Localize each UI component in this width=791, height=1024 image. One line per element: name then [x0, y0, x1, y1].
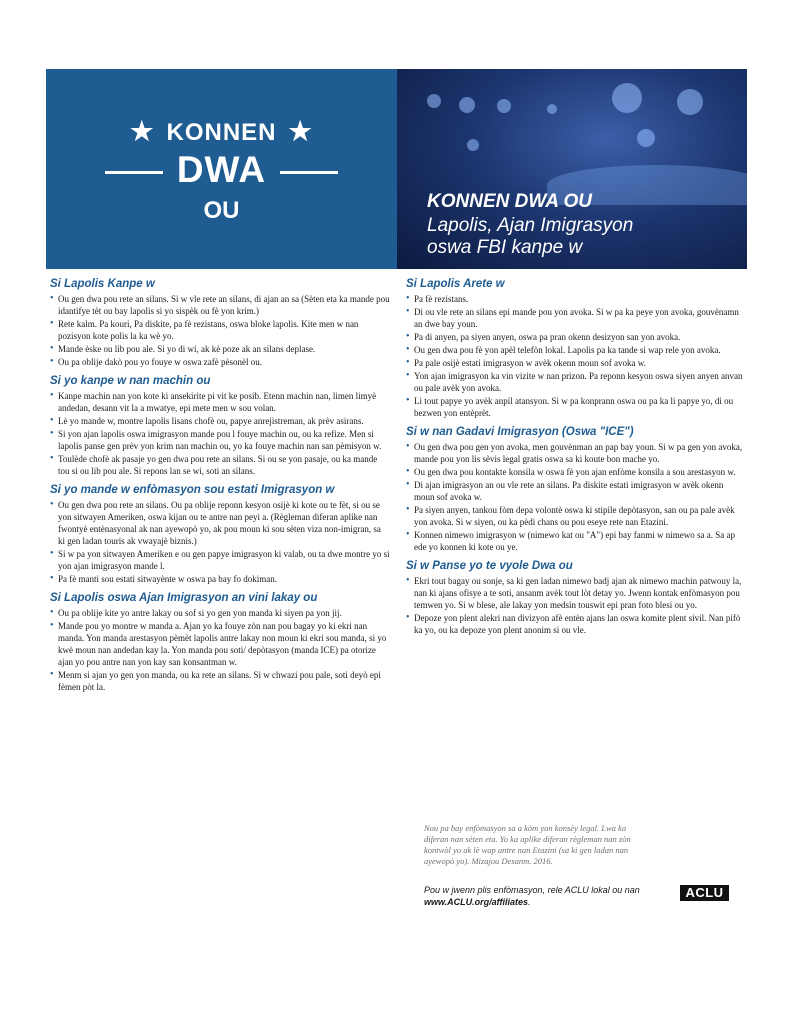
- list-item: • Depoze yon plent alekri nan divizyon afè entèn ajans lan oswa komite plent sivil. Nan pifò ka yo, ou ka depoze yon plent anonim si ou vle.: [406, 612, 746, 636]
- section-title: Si Lapolis oswa Ajan Imigrasyon an vini lakay ou: [50, 592, 318, 604]
- list-item: • Pa siyen anyen, tankou fòm depa volontè oswa ki stipile depòtasyon, san ou pa pale avèk yon avoka. Si w siyen, ou ka pèdi chans ou pou eseye rete nan Etazini.: [406, 504, 746, 528]
- affiliates-link[interactable]: www.ACLU.org/affiliates: [424, 897, 529, 907]
- list-item: • Pa fè manti sou estati sitwayènte w oswa pa bay fo dokiman.: [50, 573, 390, 585]
- list-item: • Pa pale osijè estati imigrasyon w avèk okenn moun sof avoka w.: [406, 357, 746, 369]
- banner-word-ou: OU: [203, 197, 240, 224]
- list-item: • Si w pa yon sitwayen Ameriken e ou gen papye imigrasyon ki valab, ou ta dwe montre yo si yon ajan imigrasyon mande l.: [50, 548, 390, 572]
- list-item: • Menm si ajan yo gen yon manda, ou ka rete an silans. Si w chwazi pou pale, soti deyò epi fèmen pòt la.: [50, 669, 390, 693]
- banner-row-dwa: [46, 149, 397, 191]
- list-item: • Ou pa oblije dakò pou yo fouye w oswa zafè pèsonèl ou.: [50, 356, 390, 368]
- section-title: Si w Panse yo te vyole Dwa ou: [406, 560, 573, 572]
- section-list: [406, 293, 746, 419]
- list-item: • Di ou vle rete an silans epi mande pou yon avoka. Si w pa ka peye yon avoka, gouvènamn an dwe bay youn.: [406, 306, 746, 330]
- list-item: • Konnen nimewo imigrasyon w (nimewo kat ou "A") epi bay fanmi w nimewo sa a. Sa ap ede yo konnen ki kote ou ye.: [406, 529, 746, 553]
- bokeh-light: [459, 97, 475, 113]
- list-item: • Ekri tout bagay ou sonje, sa ki gen ladan nimewo badj ajan ak nimewo machin patwouy la, nan ki ajans ofisye a te soti, ansanm avèk tout lòt detay yo. Jwenn kontak enfòmasyon pou temwen yo. Si w blese, ale lakay yon medsin touswit epi pran foto blesi ou yo.: [406, 575, 746, 611]
- list-item: • Ou gen dwa pou rete an silans. Ou pa oblije reponn kesyon osijè ki kote ou te fèt, si ou se yon sitwayen Ameriken, oswa kijan ou te antre nan peyi a. (Règleman diferan aplike nan fwontyè entènasyonal ak nan ayewopò yo, ak pou moun ki sou sèten viza non-imigran, sa ki gen ladan touris ak vwayajè biznis.): [50, 499, 390, 547]
- list-item: • Ou gen dwa pou kontakte konsila w oswa fè yon ajan enfòme konsila a sou arestasyon w.: [406, 466, 746, 478]
- list-item: • Di ajan imigrasyon an ou vle rete an silans. Pa diskite estati imigrasyon w avèk okenn moun sof avoka w.: [406, 479, 746, 503]
- list-item: • Yon ajan imigrasyon ka vin vizite w nan prizon. Pa reponn kesyon oswa siyen anyen anvan ou pale avèk yon avoka.: [406, 370, 746, 394]
- bokeh-light: [677, 89, 703, 115]
- list-item: • Kanpe machin nan yon kote ki ansekirite pi vit ke posib. Etenn machin nan, limen limyè andedan, desann vit la a mwatye, epi mete men w sou volan.: [50, 390, 390, 414]
- section-list: [50, 293, 390, 368]
- section-title: Si yo kanpe w nan machin ou: [50, 375, 211, 387]
- list-item: • Ou gen dwa pou fè yon apèl telefòn lokal. Lapolis pa ka tande si wap rele yon avoka.: [406, 344, 746, 356]
- banner-photo-subtitle: [427, 215, 727, 259]
- bokeh-light: [547, 104, 557, 114]
- list-item: • Ou gen dwa pou gen yon avoka, men gouvènman an pap bay youn. Si w pa gen yon avoka, mande pou yon lis sèvis legal gratis oswa sa ki koute bon mache yo.: [406, 441, 746, 465]
- more-info-prefix: Pou w jwenn plis enfòmasyon, rele ACLU lokal ou nan: [424, 885, 640, 895]
- star-icon: ★: [288, 116, 313, 146]
- more-info-suffix: .: [528, 897, 531, 907]
- banner-photo-title: KONNEN DWA OU: [427, 191, 593, 212]
- list-item: • Lè yo mande w, montre lapolis lisans chofè ou, papye anrejistreman, ak prèv asirans.: [50, 415, 390, 427]
- list-item: • Ou gen dwa pou rete an silans. Si w vle rete an silans, di ajan an sa (Sèten eta ka mande pou idantifye tèt ou bay lapolis si yo sispèk ou fè yon krim.): [50, 293, 390, 317]
- bokeh-light: [612, 83, 642, 113]
- list-item: • Toulède chofè ak pasaje yo gen dwa pou rete an silans. Si ou se yon pasaje, ou ka mande tou si ou lib pou ale. Si repons lan se wi, soti an silans.: [50, 453, 390, 477]
- list-item: • Li tout papye yo avèk anpil atansyon. Si w pa konprann oswa ou pa ka li papye yo, di ou bezwen yon entèprèt.: [406, 395, 746, 419]
- bokeh-light: [637, 129, 655, 147]
- banner-subtitle-line: oswa FBI kanpe w: [427, 237, 583, 258]
- divider-bar: [105, 171, 163, 174]
- aclu-logo: ACLU: [680, 885, 729, 901]
- list-item: • Rete kalm. Pa kouri, Pa diskite, pa fè rezistans, oswa bloke lapolis. Kite men w nan pozisyon kote polis la ka wè yo.: [50, 318, 390, 342]
- bokeh-light: [467, 139, 479, 151]
- list-item: • Ou pa oblije kite yo antre lakay ou sof si yo gen yon manda ki siyen pa yon jij.: [50, 607, 390, 619]
- banner-word-dwa: DWA: [176, 149, 267, 190]
- list-item: • Si yon ajan lapolis oswa imigrasyon mande pou l fouye machin ou, ou ka refize. Men si lapolis panse gen prèv yon krim nan machin ou, yo ka fouye machin nan san pèmisyon w.: [50, 428, 390, 452]
- legal-disclaimer: Nou pa bay enfòmasyon sa a kòm yon konsèy legal. Lwa ka diferan nan sèten eta. Yo ka aplike diferan règleman nan zòn kontwòl yo ak lè wap antre nan Etazini (sa ki gen ladan nan ayewopò yo). Mizajou Desanm. 2016.: [424, 823, 631, 866]
- left-column: [50, 278, 390, 700]
- section-list: [50, 499, 390, 585]
- banner-subtitle-line: Lapolis, Ajan Imigrasyon: [427, 215, 634, 236]
- banner-photo-block: [397, 69, 747, 269]
- list-item: • Mande pou yo montre w manda a. Ajan yo ka fouye zòn nan pou bagay yo ki ekri nan manda. Yon manda arestasyon pèmèt lapolis antre lakay non moun ki ekri sou manda, si yo kwè moun nan andedan kay la. Yon manda pou soti/ depòtasyon (manda ICE) pa otorize ajan yo pou antre nan yon kay san konsantman w.: [50, 620, 390, 668]
- section-list: [406, 575, 746, 636]
- section-list: [406, 441, 746, 553]
- bokeh-light: [427, 94, 441, 108]
- right-column: [406, 278, 746, 643]
- star-icon: ★: [130, 116, 155, 146]
- section-title: Si Lapolis Kanpe w: [50, 278, 155, 290]
- more-info-text: [424, 884, 664, 908]
- section-title: Si w nan Gadavi Imigrasyon (Oswa "ICE"): [406, 426, 634, 438]
- banner-title-block: [46, 69, 397, 269]
- section-title: Si Lapolis Arete w: [406, 278, 505, 290]
- bokeh-light: [497, 99, 511, 113]
- list-item: • Pa fè rezistans.: [406, 293, 746, 305]
- list-item: • Mande èske ou lib pou ale. Si yo di wi, ak kè poze ak an silans deplase.: [50, 343, 390, 355]
- section-list: [50, 390, 390, 477]
- section-title: Si yo mande w enfòmasyon sou estati Imigrasyon w: [50, 484, 335, 496]
- list-item: • Pa di anyen, pa siyen anyen, oswa pa pran okenn desizyon san yon avoka.: [406, 331, 746, 343]
- section-list: [50, 607, 390, 693]
- banner-row-konnen: [46, 116, 397, 147]
- banner-word-konnen: KONNEN: [166, 119, 277, 146]
- divider-bar: [280, 171, 338, 174]
